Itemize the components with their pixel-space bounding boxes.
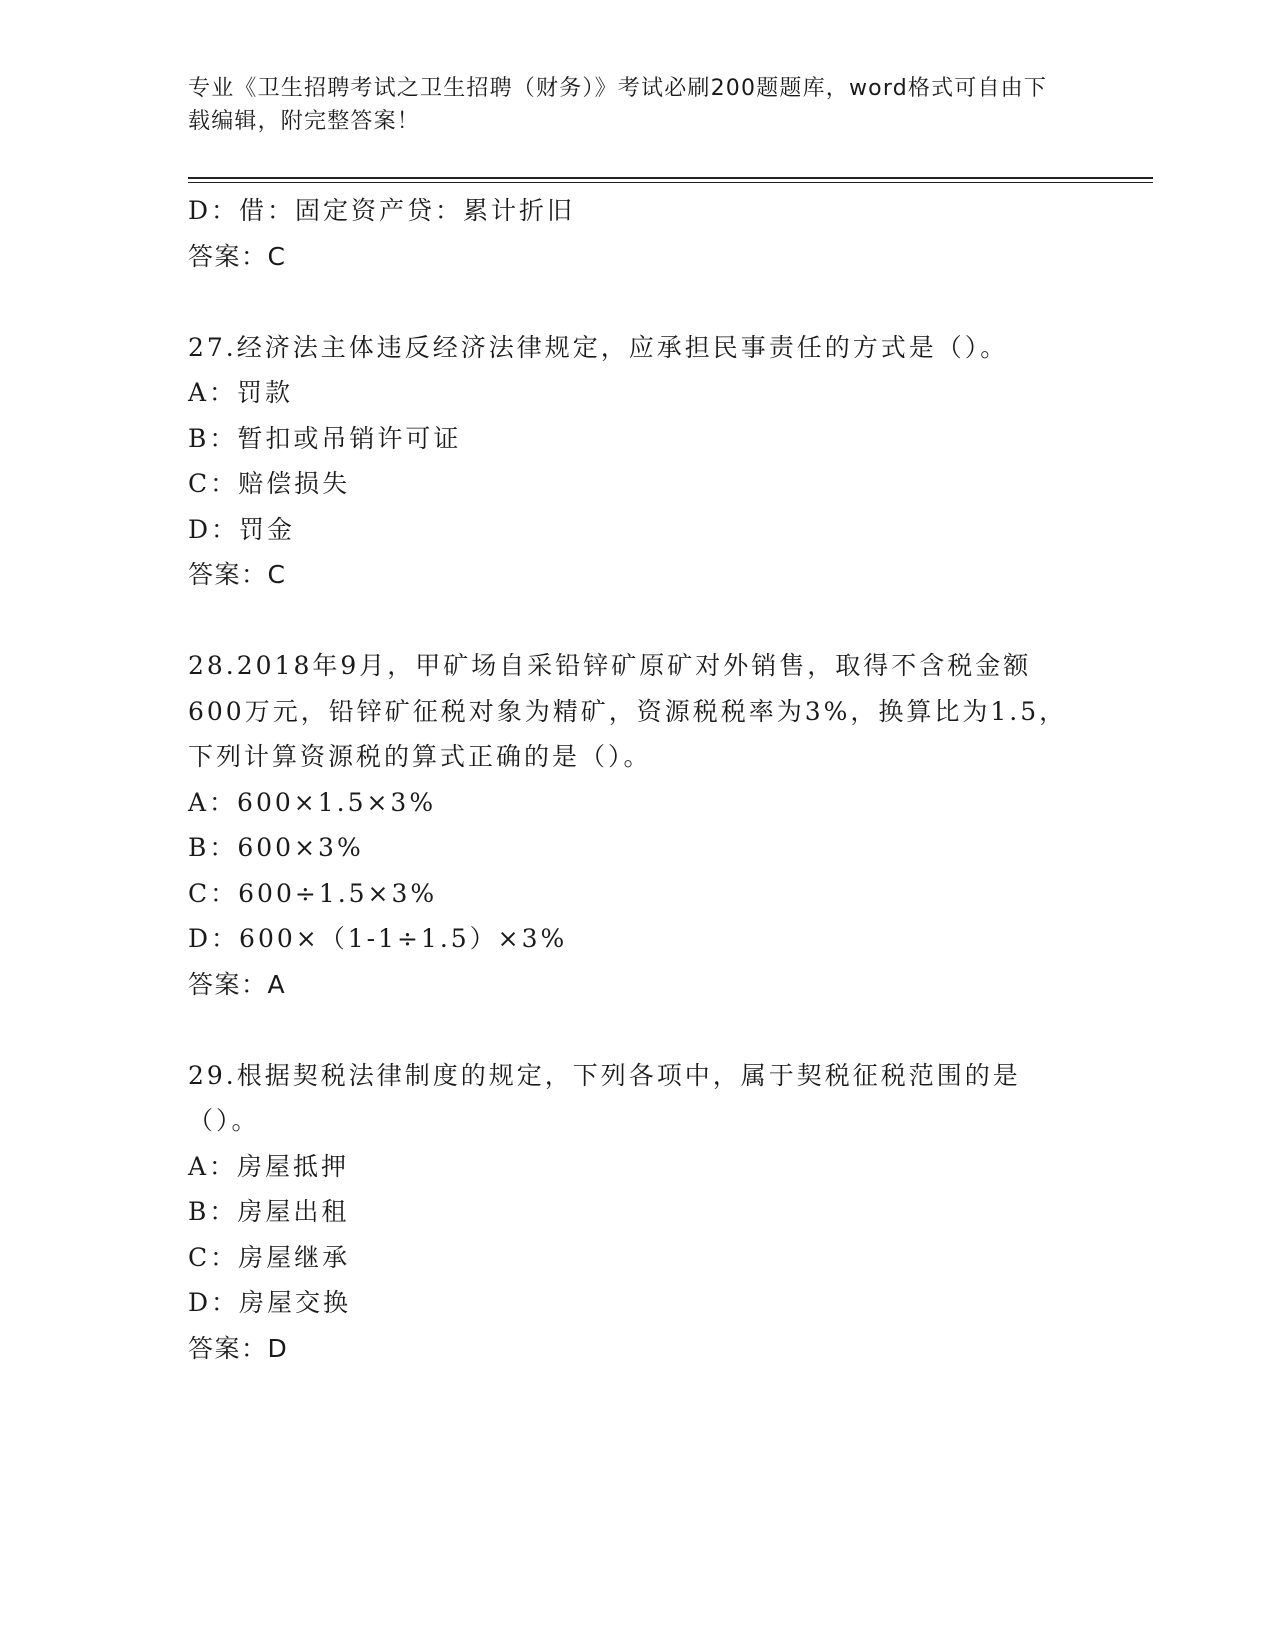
option-c: C：赔偿损失 bbox=[188, 469, 351, 498]
answer: 答案：D bbox=[188, 1333, 289, 1363]
option-b: B：暂扣或吊销许可证 bbox=[188, 423, 462, 453]
option-c: C：房屋继承 bbox=[188, 1242, 351, 1272]
prev-answer: 答案：C bbox=[188, 241, 287, 271]
question-text: 28.2018年9月，甲矿场自采铅锌矿原矿对外销售，取得不含税金额600万元，铅锌矿征税对象为精矿，资源税税率为3%，换算比为1.5，下列计算资源税的算式正确的是（）。 bbox=[188, 651, 1068, 771]
answer: 答案：A bbox=[188, 969, 287, 999]
option-a: A：房屋抵押 bbox=[188, 1151, 350, 1181]
question-text: 27.经济法主体违反经济法律规定，应承担民事责任的方式是（）。 bbox=[188, 332, 1009, 362]
question-28 bbox=[188, 643, 1088, 1007]
question-text: 29.根据契税法律制度的规定，下列各项中，属于契税征税范围的是（）。 bbox=[188, 1060, 1021, 1135]
spacer bbox=[188, 279, 1088, 325]
question-27 bbox=[188, 325, 1088, 598]
question-content bbox=[188, 188, 1088, 1371]
document-header: 专业《卫生招聘考试之卫生招聘（财务）》考试必刷200题题库，word格式可自由下载编辑，附完整答案！ bbox=[188, 76, 1048, 134]
header-divider-thick bbox=[188, 177, 1153, 179]
option-c: C：600÷1.5×3% bbox=[188, 878, 438, 908]
option-d: D：房屋交换 bbox=[188, 1288, 352, 1317]
question-29 bbox=[188, 1053, 1088, 1372]
option-d: D：600×（1-1÷1.5）×3% bbox=[188, 924, 568, 953]
option-a: A：罚款 bbox=[188, 378, 294, 407]
spacer bbox=[188, 598, 1088, 644]
option-b: B：房屋出租 bbox=[188, 1197, 350, 1226]
prev-option-d: D：借：固定资产贷：累计折旧 bbox=[188, 196, 576, 225]
spacer bbox=[188, 1007, 1088, 1053]
option-a: A：600×1.5×3% bbox=[188, 787, 437, 817]
option-b: B：600×3% bbox=[188, 833, 364, 862]
answer: 答案：C bbox=[188, 560, 287, 589]
header-divider-thin bbox=[188, 182, 1153, 183]
option-d: D：罚金 bbox=[188, 514, 296, 544]
